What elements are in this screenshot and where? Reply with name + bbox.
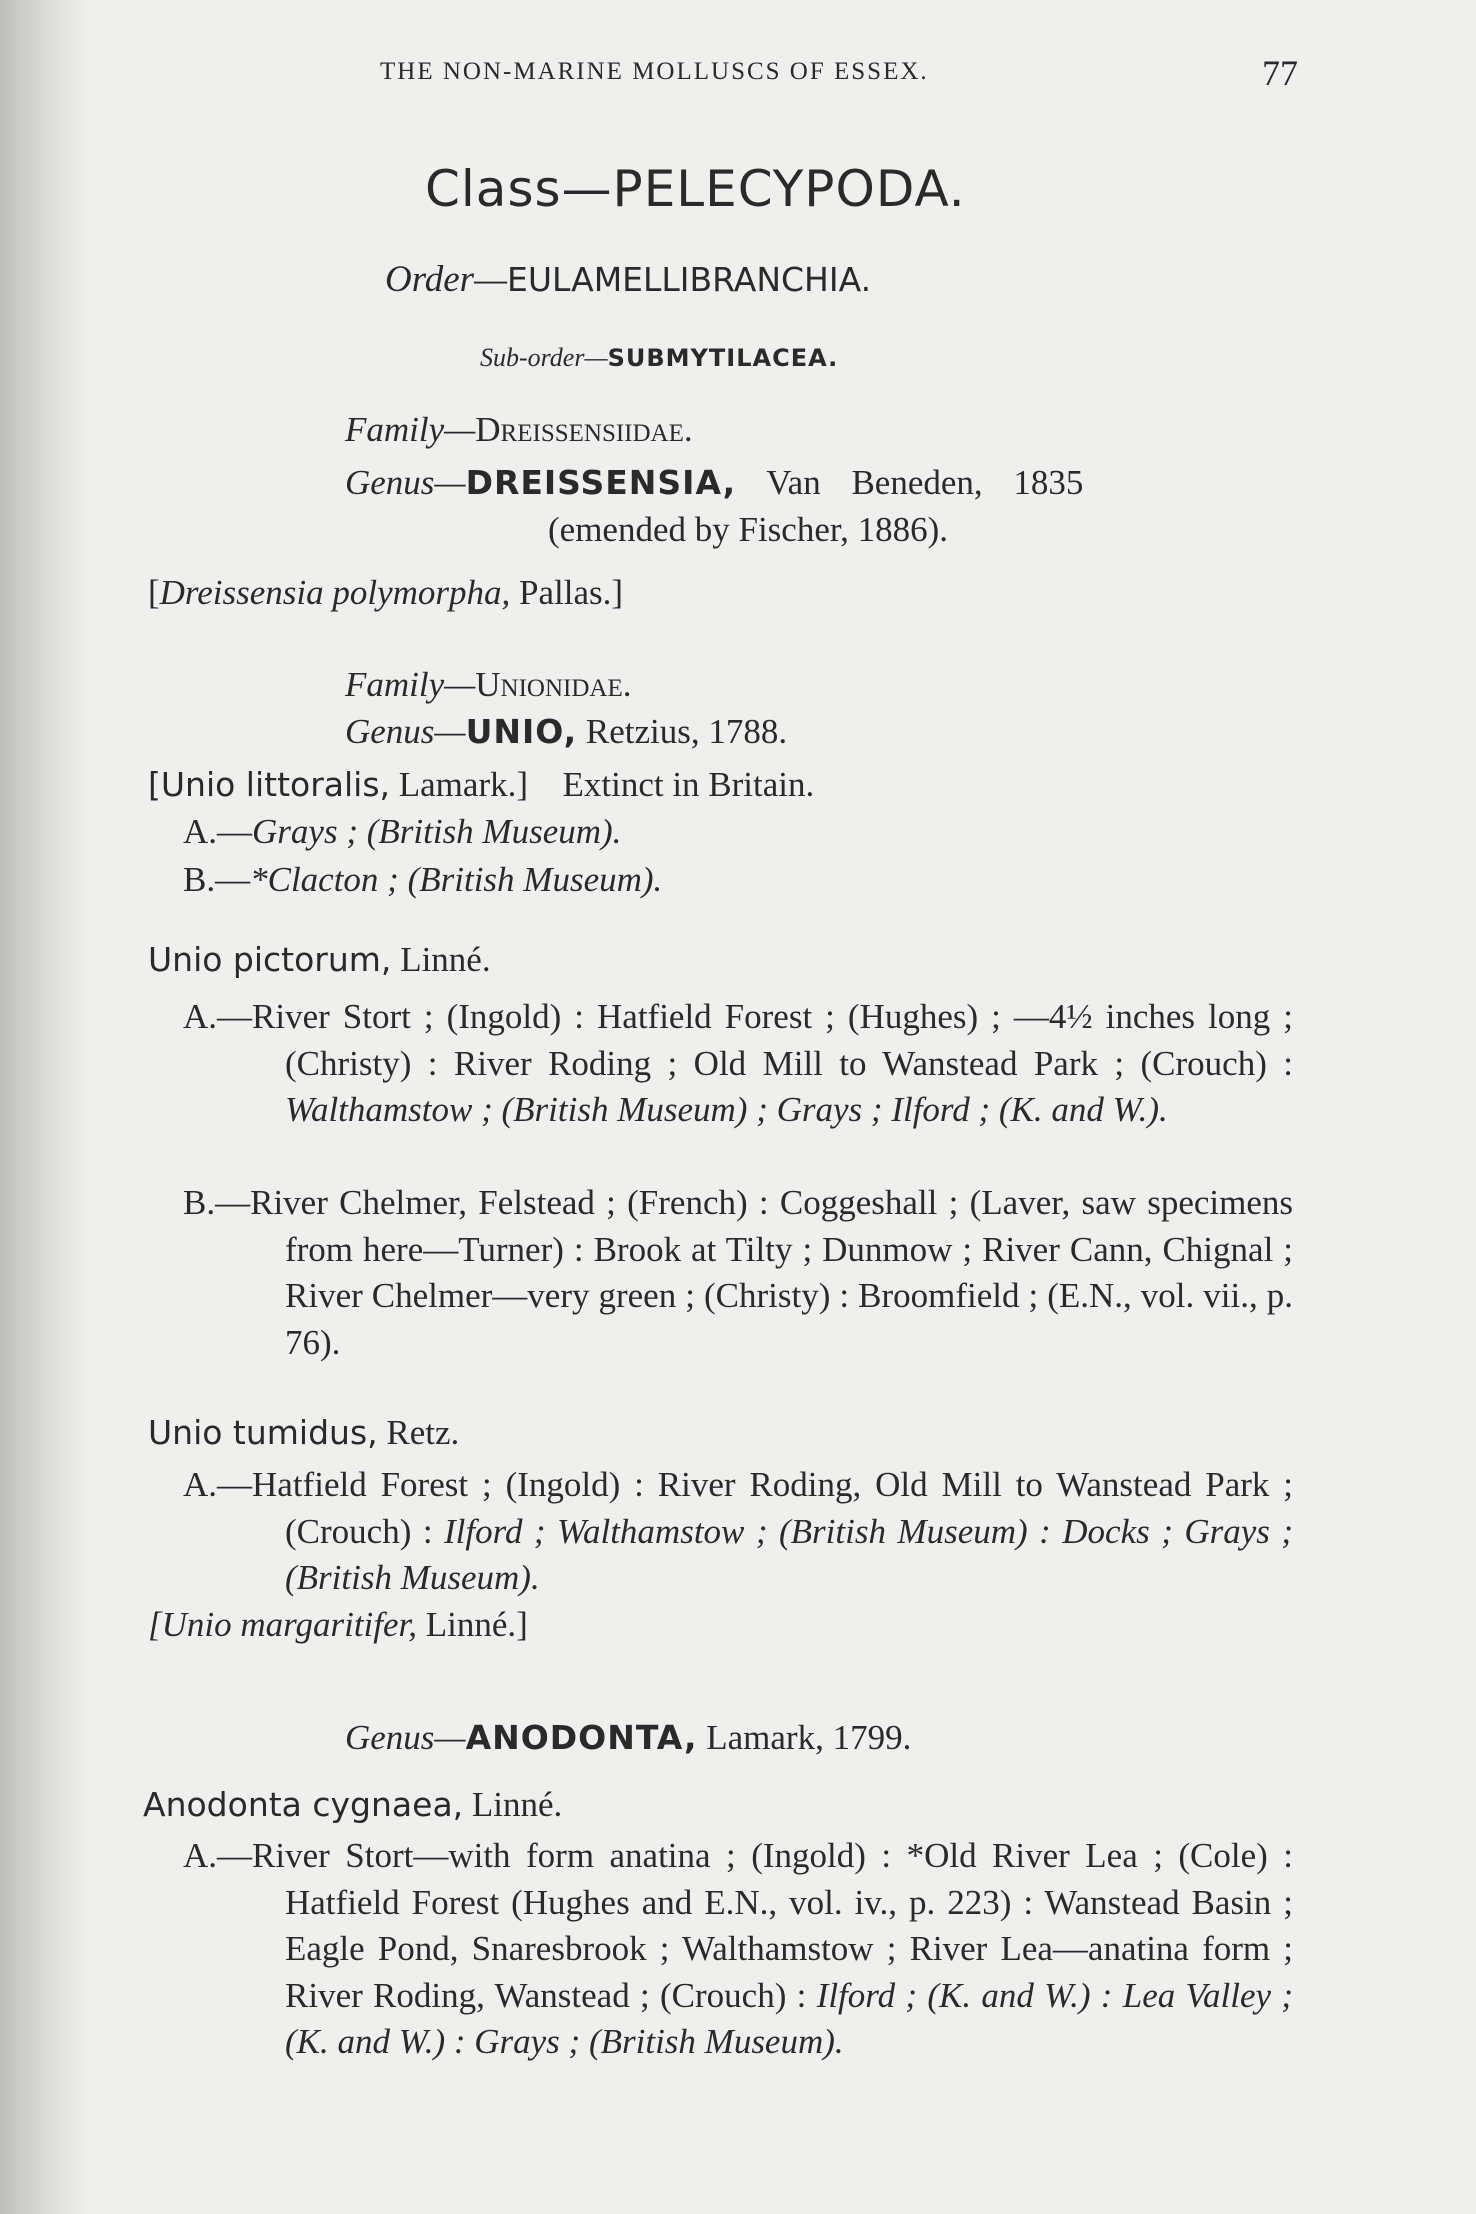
genus-dreissensia-emendation: (emended by Fischer, 1886). [548,510,949,549]
species-unio-littoralis: [Unio littoralis, Lamark.] Extinct in Britain. [148,765,815,804]
unio-tumidus-record-a: A.—Hatfield Forest ; (Ingold) : River Roding, Old Mill to Wanstead Park ; (Crouch) : Ilford ; Walthamstow ; (British Museum) : Docks ; Grays ; (British Museum). [183,1465,1293,1597]
unio-littoralis-record-a: A.—Grays ; (British Museum). [183,812,622,851]
unio-littoralis-record-b: B.—*Clacton ; (British Museum). [183,860,663,899]
page-number: 77 [1262,53,1298,93]
species-anodonta-cygnaea: Anodonta cygnaea, Linné. [143,1785,563,1824]
species-dreissensia-polymorpha: [Dreissensia polymorpha, Pallas.] [148,573,624,612]
unio-pictorum-record-b: B.—River Chelmer, Felstead ; (French) : Coggeshall ; (Laver, saw specimens from here—Turner) : Brook at Tilty ; Dunmow ; River Cann, Chignal ; River Chelmer—very green ; (Christy) : Broomfield ; (E.N., vol. vii., p. 76). [183,1183,1293,1362]
species-unio-margaritifer: [Unio margaritifer, Linné.] [148,1605,528,1644]
family-dreissensiidae: Family—Dreissensiidae. [345,410,693,449]
order-heading: Order—EULAMELLIBRANCHIA. [385,259,872,300]
species-unio-tumidus: Unio tumidus, Retz. [148,1413,460,1452]
unio-pictorum-record-a: A.—River Stort ; (Ingold) : Hatfield Forest ; (Hughes) ; —4½ inches long ; (Christy) : River Roding ; Old Mill to Wanstead Park ; (Crouch) : Walthamstow ; (British Museum) ; Grays ; Ilford ; (K. and W.). [183,997,1293,1129]
suborder-heading: Sub-order—SUBMYTILACEA. [480,343,839,372]
genus-anodonta: Genus—ANODONTA, Lamark, 1799. [345,1718,912,1757]
genus-dreissensia: Genus—DREISSENSIA, Van Beneden, 1835 [345,463,1084,502]
class-heading: Class—PELECYPODA. [425,160,966,218]
family-unionidae: Family—Unionidae. [345,665,632,704]
anodonta-cygnaea-record-a: A.—River Stort—with form anatina ; (Ingold) : *Old River Lea ; (Cole) : Hatfield Forest (Hughes and E.N., vol. iv., p. 223) : Wanstead Basin ; Eagle Pond, Snaresbrook ; Walthamstow ; River Lea—anatina form ; River Roding, Wanstead ; (Crouch) : Ilford ; (K. and W.) : Lea Valley ; (K. and W.) : Grays ; (British Museum). [183,1836,1293,2061]
running-head: THE NON-MARINE MOLLUSCS OF ESSEX. [380,58,929,85]
genus-unio: Genus—UNIO, Retzius, 1788. [345,712,788,751]
species-unio-pictorum: Unio pictorum, Linné. [148,940,491,979]
